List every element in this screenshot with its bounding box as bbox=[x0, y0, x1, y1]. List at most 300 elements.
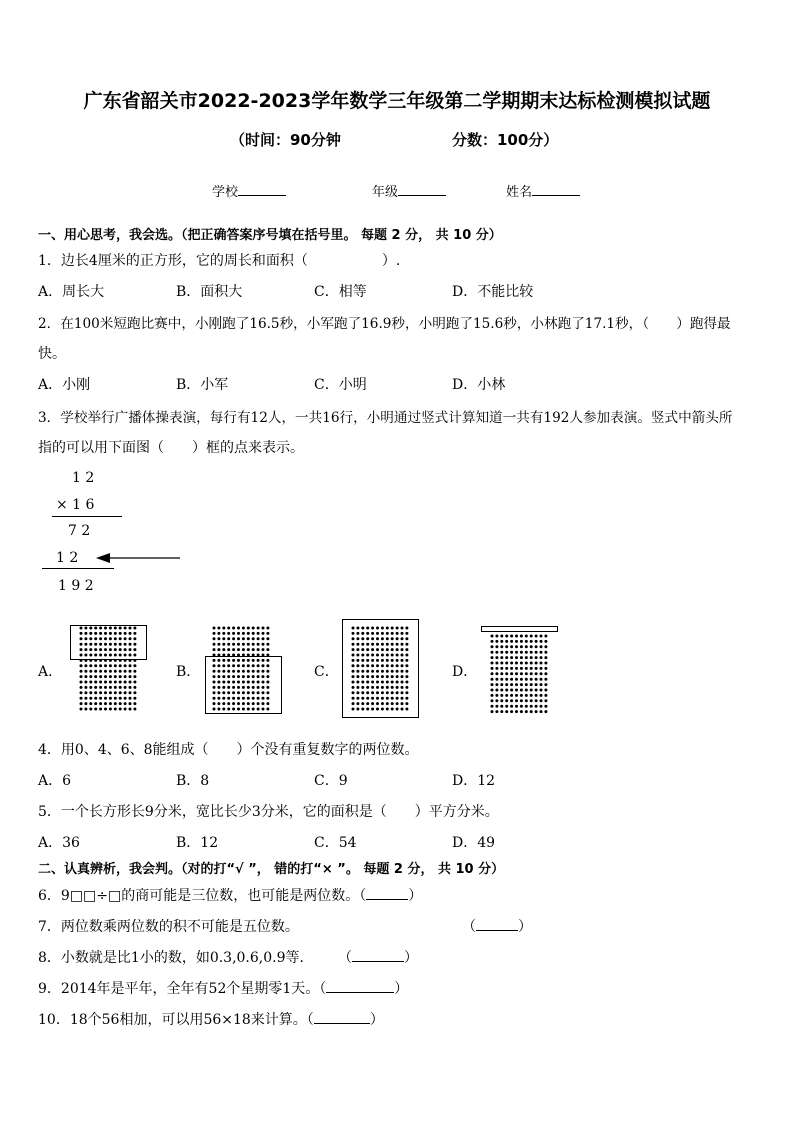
frame-d bbox=[481, 626, 558, 632]
dot bbox=[104, 664, 107, 667]
dot bbox=[530, 672, 533, 675]
dot bbox=[530, 683, 533, 686]
dot bbox=[540, 672, 543, 675]
q1-option-b[interactable]: B．面积大 bbox=[176, 284, 243, 300]
dot bbox=[232, 643, 235, 646]
dot bbox=[544, 683, 547, 686]
judge-item-8-close: ） bbox=[404, 950, 418, 966]
dot bbox=[89, 686, 92, 689]
q5-option-c[interactable]: C．54 bbox=[314, 835, 357, 851]
dot bbox=[217, 627, 220, 630]
dot bbox=[515, 635, 518, 638]
q5-option-d[interactable]: D．49 bbox=[452, 835, 496, 851]
dot bbox=[530, 635, 533, 638]
dot bbox=[495, 667, 498, 670]
dot bbox=[515, 694, 518, 697]
q5-option-b[interactable]: B．12 bbox=[176, 835, 219, 851]
dot bbox=[540, 667, 543, 670]
q5-option-a[interactable]: A．36 bbox=[38, 835, 80, 851]
dot bbox=[94, 691, 97, 694]
dot bbox=[491, 645, 494, 648]
dot bbox=[505, 683, 508, 686]
dot bbox=[525, 683, 528, 686]
dot bbox=[510, 694, 513, 697]
frame-b bbox=[205, 656, 282, 714]
dot bbox=[133, 681, 136, 684]
dot bbox=[520, 705, 523, 708]
dot bbox=[237, 627, 240, 630]
dot bbox=[119, 664, 122, 667]
dot bbox=[262, 632, 265, 635]
judge-item-7-blank[interactable] bbox=[476, 918, 518, 931]
dot bbox=[242, 648, 245, 651]
dot bbox=[540, 662, 543, 665]
name-label: 姓名 bbox=[506, 185, 533, 200]
dot bbox=[80, 708, 83, 711]
dot bbox=[104, 691, 107, 694]
dot bbox=[133, 697, 136, 700]
q4-option-b[interactable]: B．8 bbox=[176, 773, 210, 789]
dot bbox=[114, 702, 117, 705]
dot bbox=[84, 681, 87, 684]
dot bbox=[124, 686, 127, 689]
dot bbox=[505, 635, 508, 638]
dot bbox=[515, 683, 518, 686]
dot bbox=[252, 627, 255, 630]
dot bbox=[252, 632, 255, 635]
dot bbox=[525, 678, 528, 681]
q3-option-c[interactable]: C． bbox=[314, 664, 339, 680]
dot bbox=[515, 667, 518, 670]
dot bbox=[237, 632, 240, 635]
dot bbox=[544, 710, 547, 713]
dot bbox=[520, 651, 523, 654]
grade-blank[interactable] bbox=[398, 183, 446, 196]
dot bbox=[99, 697, 102, 700]
dot bbox=[530, 656, 533, 659]
dot bbox=[242, 632, 245, 635]
dot bbox=[119, 675, 122, 678]
dot bbox=[535, 651, 538, 654]
dot bbox=[94, 702, 97, 705]
dot bbox=[213, 643, 216, 646]
dot bbox=[89, 697, 92, 700]
dot bbox=[515, 678, 518, 681]
calc-product: 1 9 2 bbox=[58, 578, 94, 594]
dot bbox=[94, 675, 97, 678]
section1-heading: 一、用心思考，我会选。（把正确答案序号填在括号里。 每题 2 分， 共 10 分） bbox=[38, 228, 502, 243]
dot bbox=[99, 708, 102, 711]
dot bbox=[525, 662, 528, 665]
q3-option-d[interactable]: D． bbox=[452, 664, 478, 680]
dot bbox=[114, 670, 117, 673]
dot bbox=[257, 637, 260, 640]
dot bbox=[133, 702, 136, 705]
school-field[interactable] bbox=[212, 181, 286, 200]
judge-item-7 bbox=[38, 916, 299, 936]
dot bbox=[540, 683, 543, 686]
dot bbox=[505, 710, 508, 713]
dot bbox=[80, 675, 83, 678]
dot bbox=[500, 667, 503, 670]
dot bbox=[510, 645, 513, 648]
dot bbox=[500, 640, 503, 643]
dot bbox=[262, 648, 265, 651]
dot bbox=[495, 635, 498, 638]
dot bbox=[99, 686, 102, 689]
dot bbox=[535, 694, 538, 697]
dot bbox=[104, 675, 107, 678]
dot bbox=[495, 678, 498, 681]
dot bbox=[227, 643, 230, 646]
q1-text-a: 1．边长4厘米的正方形，它的周长和面积（ bbox=[38, 253, 308, 269]
dot bbox=[257, 643, 260, 646]
q3-option-a[interactable]: A． bbox=[38, 664, 63, 680]
dot bbox=[227, 632, 230, 635]
dot bbox=[129, 681, 132, 684]
dot bbox=[530, 699, 533, 702]
dot bbox=[114, 686, 117, 689]
dot bbox=[505, 640, 508, 643]
judge-item-6-close: ） bbox=[408, 888, 423, 904]
dot bbox=[133, 675, 136, 678]
dot bbox=[544, 694, 547, 697]
judge-item-9 bbox=[38, 978, 408, 998]
dot bbox=[94, 670, 97, 673]
q3-option-b[interactable]: B． bbox=[176, 664, 201, 680]
dot bbox=[80, 681, 83, 684]
dot bbox=[80, 702, 83, 705]
dot bbox=[544, 672, 547, 675]
frame-c bbox=[342, 619, 419, 718]
dot bbox=[114, 691, 117, 694]
dot bbox=[491, 710, 494, 713]
dot bbox=[510, 699, 513, 702]
dot bbox=[84, 664, 87, 667]
dot bbox=[232, 637, 235, 640]
dot bbox=[495, 699, 498, 702]
dot bbox=[510, 662, 513, 665]
judge-item-8-blank[interactable] bbox=[352, 949, 404, 962]
dot bbox=[114, 697, 117, 700]
dot bbox=[544, 656, 547, 659]
dot bbox=[104, 702, 107, 705]
dot bbox=[124, 664, 127, 667]
dot bbox=[213, 648, 216, 651]
grade-field[interactable] bbox=[372, 181, 446, 200]
judge-item-7-close: ） bbox=[518, 919, 532, 935]
q4-option-c[interactable]: C．9 bbox=[314, 773, 348, 789]
dot bbox=[109, 670, 112, 673]
calc-partial-2: 1 2 bbox=[56, 550, 79, 566]
dot bbox=[227, 637, 230, 640]
name-field[interactable] bbox=[506, 181, 580, 200]
dot bbox=[510, 678, 513, 681]
dot bbox=[217, 648, 220, 651]
dot bbox=[104, 686, 107, 689]
dot bbox=[544, 645, 547, 648]
dot bbox=[109, 681, 112, 684]
dot bbox=[515, 640, 518, 643]
judge-item-6-text: 6．9□□÷□的商可能是三位数，也可能是两位数。（ bbox=[38, 888, 367, 904]
dot bbox=[491, 683, 494, 686]
dot bbox=[232, 648, 235, 651]
dot bbox=[535, 662, 538, 665]
dot bbox=[80, 664, 83, 667]
dot bbox=[515, 699, 518, 702]
dot bbox=[89, 702, 92, 705]
dot bbox=[222, 648, 225, 651]
dot bbox=[257, 627, 260, 630]
dot bbox=[119, 702, 122, 705]
dot bbox=[119, 686, 122, 689]
dot bbox=[525, 699, 528, 702]
dot bbox=[520, 710, 523, 713]
q2-option-b[interactable]: B．小军 bbox=[176, 377, 229, 393]
dot bbox=[99, 675, 102, 678]
q4-option-d[interactable]: D．12 bbox=[452, 773, 496, 789]
dot bbox=[530, 645, 533, 648]
dot bbox=[515, 705, 518, 708]
dot bbox=[114, 681, 117, 684]
dot bbox=[491, 656, 494, 659]
dot bbox=[252, 648, 255, 651]
dot bbox=[266, 637, 269, 640]
dot bbox=[505, 699, 508, 702]
dot bbox=[535, 672, 538, 675]
dot bbox=[104, 697, 107, 700]
dot bbox=[133, 670, 136, 673]
dot bbox=[544, 635, 547, 638]
score-label: 分数：100分） bbox=[452, 131, 559, 149]
dot bbox=[500, 683, 503, 686]
dot bbox=[535, 678, 538, 681]
dot bbox=[213, 627, 216, 630]
dot bbox=[505, 645, 508, 648]
dot bbox=[505, 694, 508, 697]
judge-item-8-text: 8．小数就是比1小的数，如0.3,0.6,0.9等． bbox=[38, 950, 314, 966]
judge-item-8-answer bbox=[338, 947, 418, 967]
judge-item-10-blank[interactable] bbox=[314, 1011, 370, 1024]
dot bbox=[84, 686, 87, 689]
dot bbox=[525, 672, 528, 675]
dot bbox=[525, 651, 528, 654]
dot bbox=[535, 645, 538, 648]
dot bbox=[520, 662, 523, 665]
frame-a bbox=[70, 625, 147, 660]
dot bbox=[242, 627, 245, 630]
dot bbox=[129, 702, 132, 705]
grade-label: 年级 bbox=[372, 185, 399, 200]
dot bbox=[525, 689, 528, 692]
judge-item-9-text: 9．2014年是平年，全年有52个星期零1天。（ bbox=[38, 981, 327, 997]
dot bbox=[232, 627, 235, 630]
dot bbox=[510, 656, 513, 659]
dot bbox=[535, 699, 538, 702]
dot bbox=[505, 705, 508, 708]
q5-text: 5．一个长方形长9分米，宽比长少3分米，它的面积是（ ）平方分米。 bbox=[38, 804, 499, 820]
dot bbox=[266, 643, 269, 646]
dot bbox=[530, 689, 533, 692]
dot bbox=[525, 710, 528, 713]
dot bbox=[84, 675, 87, 678]
dot bbox=[520, 694, 523, 697]
dot bbox=[525, 705, 528, 708]
q4-option-a[interactable]: A．6 bbox=[38, 773, 72, 789]
dot bbox=[114, 675, 117, 678]
dot bbox=[237, 648, 240, 651]
q1-option-d[interactable]: D．不能比较 bbox=[452, 284, 534, 300]
dot bbox=[500, 672, 503, 675]
dot bbox=[124, 675, 127, 678]
dot bbox=[129, 670, 132, 673]
dot bbox=[491, 694, 494, 697]
dot bbox=[500, 645, 503, 648]
dot bbox=[544, 705, 547, 708]
dot bbox=[124, 697, 127, 700]
dot bbox=[515, 645, 518, 648]
calc-partial-1: 7 2 bbox=[68, 523, 91, 539]
dot bbox=[544, 667, 547, 670]
dot bbox=[535, 640, 538, 643]
dot bbox=[84, 697, 87, 700]
dot bbox=[510, 710, 513, 713]
q2-option-c[interactable]: C．小明 bbox=[314, 377, 367, 393]
judge-item-7-answer bbox=[462, 916, 532, 936]
dot bbox=[84, 702, 87, 705]
calc-multiplicand: 1 2 bbox=[72, 470, 95, 486]
judge-item-6-blank[interactable] bbox=[366, 887, 408, 900]
dot bbox=[505, 667, 508, 670]
dot bbox=[104, 670, 107, 673]
dot bbox=[129, 664, 132, 667]
dot bbox=[540, 656, 543, 659]
dot bbox=[114, 664, 117, 667]
dot bbox=[495, 710, 498, 713]
dot bbox=[247, 643, 250, 646]
dot bbox=[266, 648, 269, 651]
dot bbox=[540, 635, 543, 638]
dot bbox=[213, 632, 216, 635]
dot bbox=[510, 635, 513, 638]
dot bbox=[222, 637, 225, 640]
dot bbox=[491, 662, 494, 665]
q3-line1: 3．学校举行广播体操表演，每行有12人，一共16行，小明通过竖式计算知道一共有192人参加表演。竖式中箭头所 bbox=[38, 410, 733, 426]
dot bbox=[89, 708, 92, 711]
dot bbox=[247, 632, 250, 635]
dot bbox=[94, 697, 97, 700]
dot bbox=[222, 643, 225, 646]
judge-item-9-close: ） bbox=[394, 981, 409, 997]
dot bbox=[525, 635, 528, 638]
dot bbox=[217, 643, 220, 646]
dot bbox=[84, 670, 87, 673]
dot bbox=[544, 689, 547, 692]
dot bbox=[530, 705, 533, 708]
dot bbox=[535, 705, 538, 708]
dot bbox=[99, 664, 102, 667]
q3-line2: 指的可以用下面图（ ）框的点来表示。 bbox=[38, 440, 304, 456]
judge-item-10-text: 10．18个56相加，可以用56×18来计算。（ bbox=[38, 1012, 314, 1028]
dot bbox=[129, 697, 132, 700]
dot bbox=[530, 640, 533, 643]
dot bbox=[500, 651, 503, 654]
dot bbox=[247, 627, 250, 630]
dot bbox=[222, 627, 225, 630]
school-label: 学校 bbox=[212, 185, 239, 200]
q1-text-b: ）. bbox=[381, 253, 401, 269]
dot bbox=[252, 637, 255, 640]
dot bbox=[89, 670, 92, 673]
q1-option-a[interactable]: A．周长大 bbox=[38, 284, 105, 300]
dot bbox=[242, 637, 245, 640]
q2-option-a[interactable]: A．小刚 bbox=[38, 377, 91, 393]
dot bbox=[262, 627, 265, 630]
dot bbox=[530, 662, 533, 665]
q2-option-d[interactable]: D．小林 bbox=[452, 377, 506, 393]
dot bbox=[99, 681, 102, 684]
name-blank[interactable] bbox=[532, 183, 580, 196]
dot bbox=[510, 683, 513, 686]
dot bbox=[119, 691, 122, 694]
dot bbox=[80, 686, 83, 689]
dot bbox=[495, 694, 498, 697]
dot bbox=[495, 705, 498, 708]
dot bbox=[491, 640, 494, 643]
dot bbox=[133, 664, 136, 667]
q1-option-c[interactable]: C．相等 bbox=[314, 284, 367, 300]
dot bbox=[505, 672, 508, 675]
dot bbox=[495, 689, 498, 692]
dot bbox=[500, 694, 503, 697]
calc-multiplier: × 1 6 bbox=[56, 497, 95, 513]
dot bbox=[495, 683, 498, 686]
dot bbox=[89, 664, 92, 667]
dot bbox=[242, 643, 245, 646]
judge-item-9-blank[interactable] bbox=[326, 980, 394, 993]
dot bbox=[520, 667, 523, 670]
dot bbox=[505, 662, 508, 665]
dot bbox=[104, 708, 107, 711]
dot bbox=[525, 640, 528, 643]
dot bbox=[515, 710, 518, 713]
judge-item-8-open: （ bbox=[338, 950, 352, 966]
dot bbox=[99, 670, 102, 673]
dot bbox=[124, 670, 127, 673]
dot bbox=[500, 656, 503, 659]
dot bbox=[257, 648, 260, 651]
dot bbox=[119, 697, 122, 700]
dot bbox=[500, 678, 503, 681]
dot bbox=[530, 667, 533, 670]
dot bbox=[119, 670, 122, 673]
dot bbox=[84, 691, 87, 694]
dot bbox=[544, 662, 547, 665]
dot bbox=[109, 697, 112, 700]
dot bbox=[124, 691, 127, 694]
dot bbox=[515, 689, 518, 692]
school-blank[interactable] bbox=[238, 183, 286, 196]
dot bbox=[510, 689, 513, 692]
dot bbox=[525, 694, 528, 697]
dot bbox=[535, 656, 538, 659]
judge-item-8 bbox=[38, 947, 314, 967]
dot bbox=[94, 681, 97, 684]
dot bbox=[491, 705, 494, 708]
judge-item-7-open: （ bbox=[462, 919, 476, 935]
dot bbox=[544, 640, 547, 643]
dot bbox=[109, 702, 112, 705]
